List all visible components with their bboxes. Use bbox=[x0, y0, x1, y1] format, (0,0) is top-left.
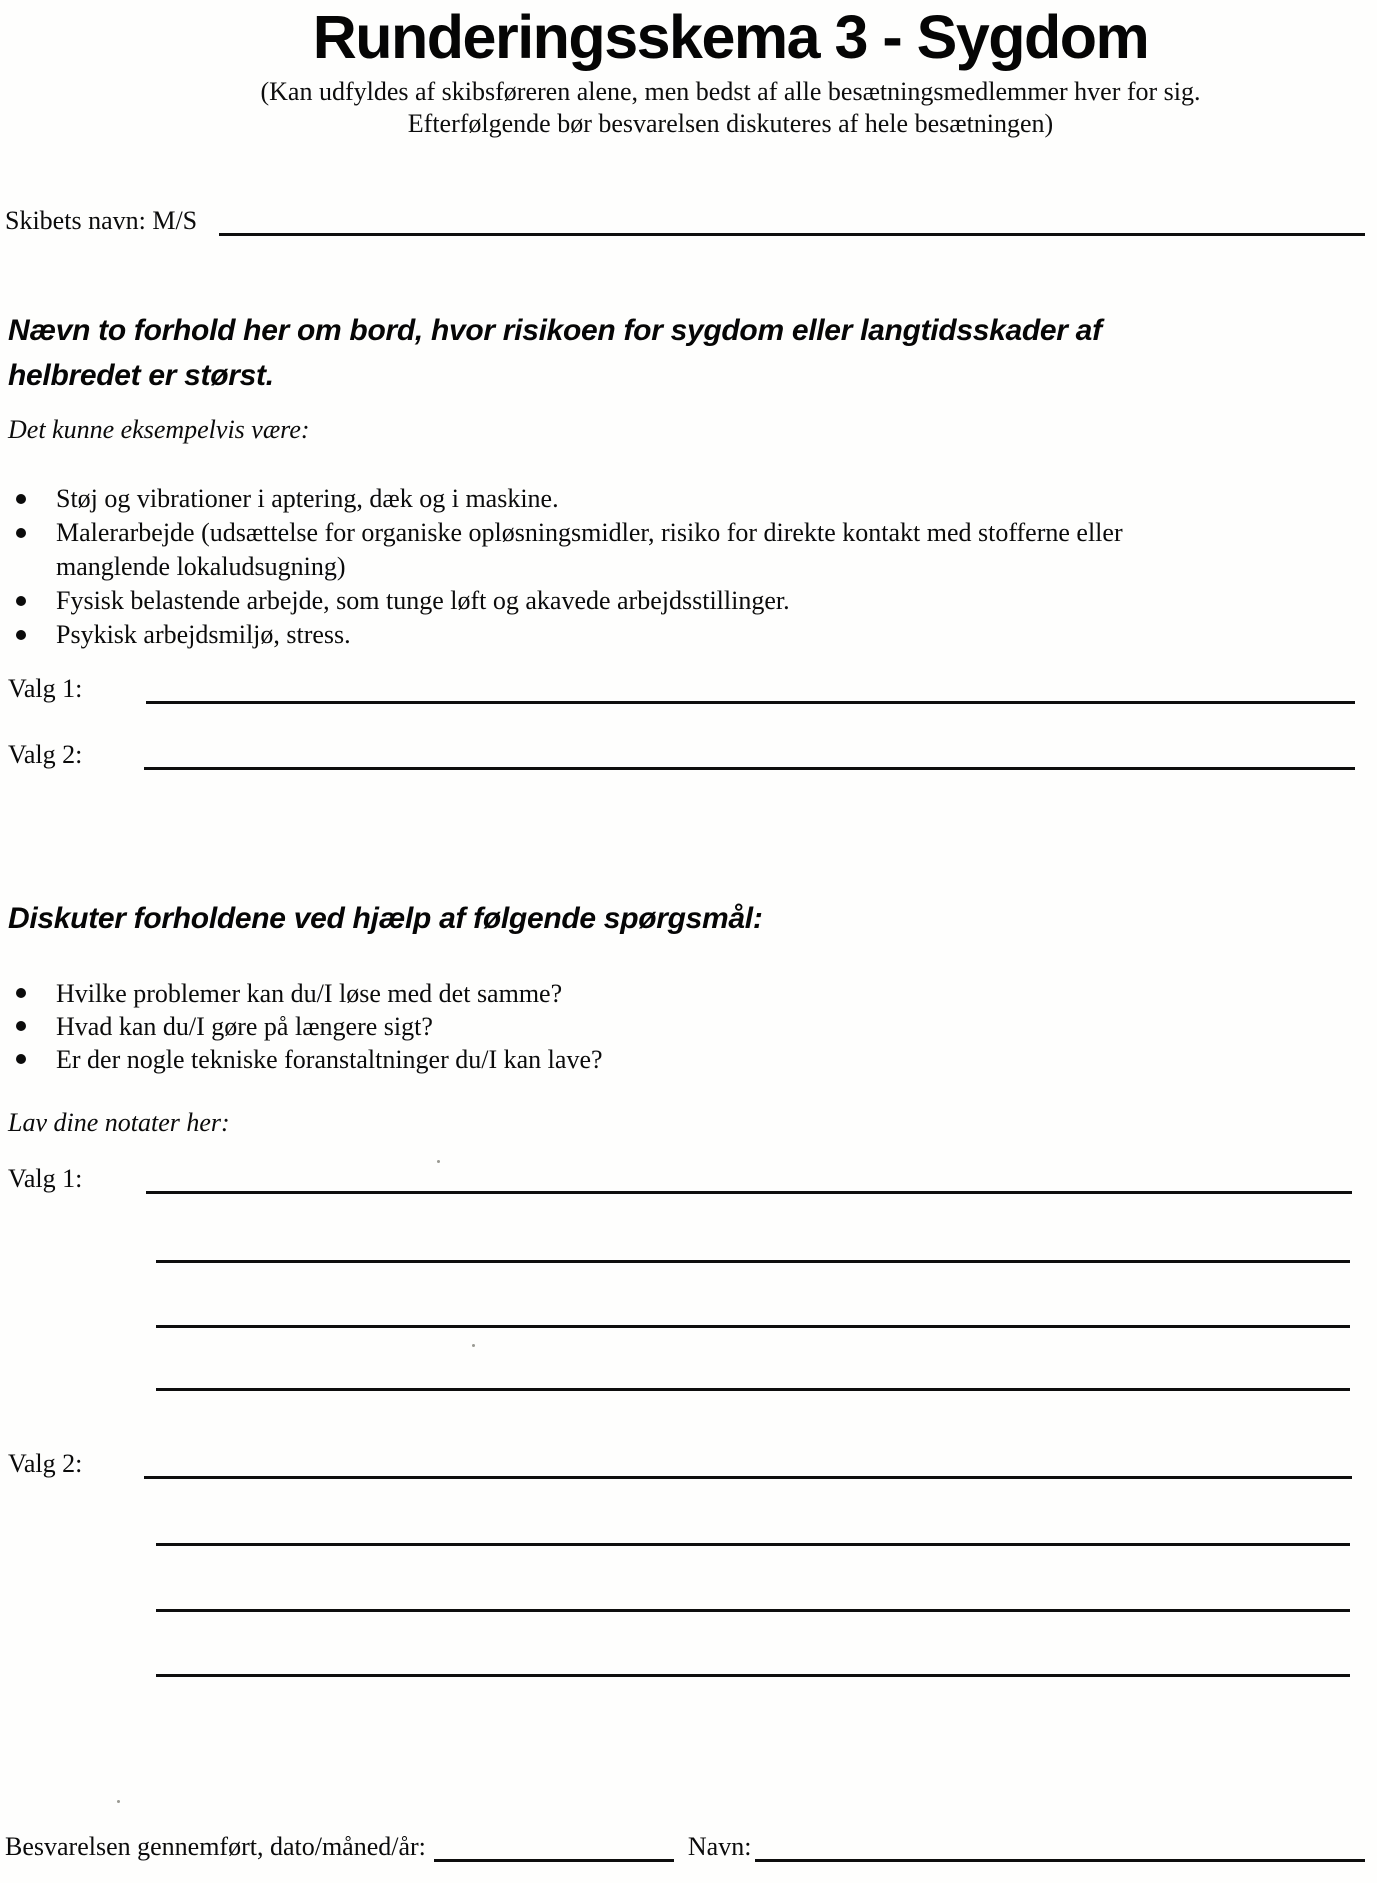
notes-choice1-label: Valg 1: bbox=[8, 1164, 83, 1193]
notes-line[interactable] bbox=[156, 1325, 1350, 1328]
notes-intro: Lav dine notater her: bbox=[8, 1108, 230, 1137]
section1-heading bbox=[8, 308, 1102, 398]
bullet-item bbox=[12, 977, 1317, 1010]
notes-choice2-row bbox=[8, 1445, 1352, 1479]
section2-heading: Diskuter forholdene ved hjælp af følgende spørgsmål: bbox=[8, 902, 763, 935]
bullet-text: Malerarbejde (udsættelse for organiske opløsningsmidler, risiko for direkte kontakt med stofferne eller bbox=[56, 518, 1123, 547]
scan-speck bbox=[472, 1344, 475, 1347]
bullet-item bbox=[12, 482, 1317, 516]
bullet-text: Psykisk arbejdsmiljø, stress. bbox=[56, 620, 351, 649]
choice1-line[interactable] bbox=[146, 667, 1355, 704]
bullet-dot bbox=[16, 494, 26, 504]
bullet-continuation bbox=[12, 550, 1317, 584]
notes-line[interactable] bbox=[156, 1674, 1350, 1677]
notes-line[interactable] bbox=[156, 1388, 1350, 1391]
bullet-dot bbox=[16, 596, 26, 606]
choice2-label: Valg 2: bbox=[8, 740, 83, 769]
bullet-text: Er der nogle tekniske foranstaltninger du/I kan lave? bbox=[56, 1045, 603, 1074]
bullet-item bbox=[12, 516, 1317, 550]
ship-name-label: Skibets navn: M/S bbox=[5, 206, 198, 235]
subtitle-line-2: Efterfølgende bør besvarelsen diskuteres af hele besætningen) bbox=[407, 109, 1054, 138]
form-header bbox=[84, 4, 1377, 140]
bullet-dot bbox=[16, 1021, 26, 1031]
scan-speck bbox=[117, 1800, 120, 1803]
notes-choice2-line[interactable] bbox=[144, 1442, 1352, 1479]
bullet-dot bbox=[16, 528, 26, 538]
section1-choice1-row bbox=[8, 670, 1355, 704]
bullet-item bbox=[12, 1010, 1317, 1043]
bullet-dot bbox=[16, 630, 26, 640]
bullet-text: Hvad kan du/I gøre på længere sigt? bbox=[56, 1012, 433, 1041]
notes-choice1-row bbox=[8, 1160, 1352, 1194]
section1-heading-line-2: helbredet er størst. bbox=[8, 359, 274, 392]
ship-name-row bbox=[5, 202, 1365, 236]
section1-choice2-row bbox=[8, 736, 1355, 770]
examples-intro: Det kunne eksempelvis være: bbox=[8, 415, 310, 444]
bullet-text: Støj og vibrationer i aptering, dæk og i maskine. bbox=[56, 484, 559, 513]
notes-line[interactable] bbox=[156, 1543, 1350, 1546]
notes-choice2-label: Valg 2: bbox=[8, 1449, 83, 1478]
section1-heading-line-1: Nævn to forhold her om bord, hvor risikoen for sygdom eller langtidsskader af bbox=[8, 314, 1102, 347]
bullet-text: Fysisk belastende arbejde, som tunge løft og akavede arbejdsstillinger. bbox=[56, 586, 790, 615]
form-subtitle bbox=[84, 76, 1377, 140]
bullet-indent bbox=[12, 550, 56, 584]
scan-speck bbox=[437, 1160, 440, 1163]
footer-row bbox=[5, 1828, 1365, 1862]
section1-bullet-list bbox=[12, 482, 1317, 652]
completion-date-label: Besvarelsen gennemført, dato/måned/år: bbox=[5, 1832, 426, 1861]
notes-line[interactable] bbox=[156, 1609, 1350, 1612]
bullet-dot bbox=[16, 1054, 26, 1064]
notes-choice1-line[interactable] bbox=[146, 1157, 1352, 1194]
bullet-text: Hvilke problemer kan du/I løse med det samme? bbox=[56, 979, 563, 1008]
name-line[interactable] bbox=[755, 1825, 1365, 1862]
bullet-text: manglende lokaludsugning) bbox=[56, 552, 346, 581]
bullet-item bbox=[12, 584, 1317, 618]
notes-line[interactable] bbox=[156, 1260, 1350, 1263]
choice1-label: Valg 1: bbox=[8, 674, 83, 703]
choice2-line[interactable] bbox=[144, 733, 1355, 770]
section2-bullet-list bbox=[12, 977, 1317, 1076]
page-title: Runderingsskema 3 - Sygdom bbox=[312, 3, 1149, 71]
bullet-item bbox=[12, 1043, 1317, 1076]
ship-name-line[interactable] bbox=[219, 199, 1365, 236]
bullet-item bbox=[12, 618, 1317, 652]
name-label: Navn: bbox=[687, 1832, 752, 1861]
bullet-dot bbox=[16, 988, 26, 998]
subtitle-line-1: (Kan udfyldes af skibsføreren alene, men bedst af alle besætningsmedlemmer hver for sig. bbox=[260, 77, 1201, 106]
completion-date-line[interactable] bbox=[434, 1825, 674, 1862]
